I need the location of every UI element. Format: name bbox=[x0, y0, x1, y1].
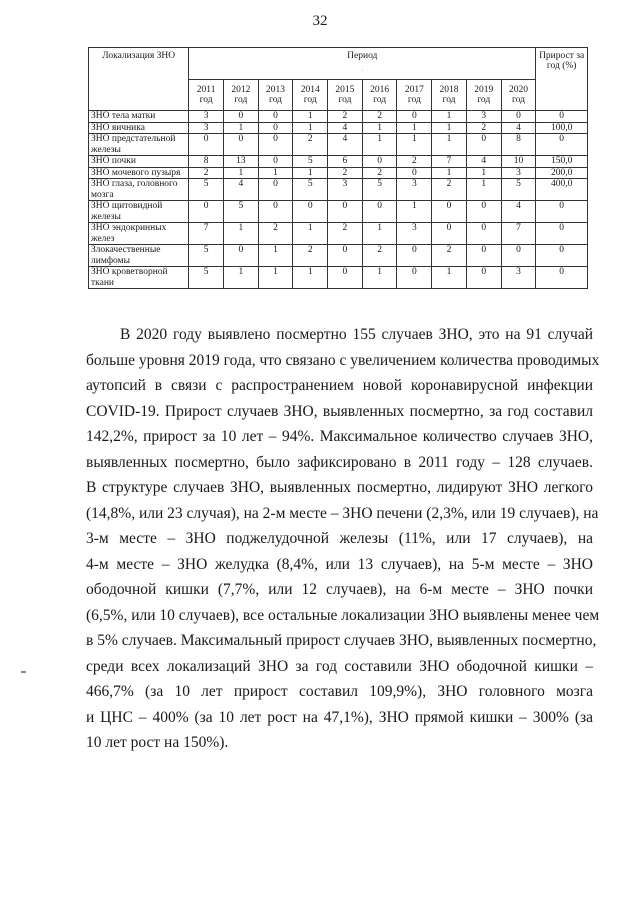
cell-value: 5 bbox=[501, 179, 536, 201]
header-period bbox=[189, 48, 536, 80]
cell-value: 5 bbox=[189, 267, 224, 289]
table-row bbox=[89, 223, 588, 245]
cell-value: 7 bbox=[501, 223, 536, 245]
year-number: 2020 bbox=[508, 84, 528, 95]
paragraph-line: и ЦНС – 400% (за 10 лет рост на 47,1%), ЗНО прямой кишки – 300% (за bbox=[86, 708, 593, 726]
cell-value: 2 bbox=[328, 111, 363, 123]
cell-value: 0 bbox=[501, 111, 536, 123]
header-tick-mark: · bbox=[361, 67, 364, 74]
cell-value: 0 bbox=[293, 201, 328, 223]
table-row bbox=[89, 167, 588, 179]
year-number: 2015 bbox=[335, 84, 355, 95]
cell-value: 1 bbox=[397, 201, 432, 223]
paragraph-line: В 2020 году выявлено посмертно 155 случаев ЗНО, это на 91 случай bbox=[120, 326, 593, 343]
cell-value: 1 bbox=[362, 267, 397, 289]
paragraph-line: ободочной кишки (7,7%, или 12 случаев), на 6-м месте – ЗНО почки bbox=[86, 581, 593, 598]
header-year-2018 bbox=[432, 80, 467, 111]
cell-value: 4 bbox=[501, 122, 536, 134]
paragraph-line: выявленных посмертно, было зафиксировано в 2011 году – 128 случаев. bbox=[86, 453, 593, 471]
cell-value: 1 bbox=[362, 134, 397, 156]
cell-value: 4 bbox=[328, 122, 363, 134]
cell-growth: 0 bbox=[536, 111, 588, 123]
cell-value: 1 bbox=[397, 122, 432, 134]
cell-value: 2 bbox=[293, 245, 328, 267]
zno-table bbox=[88, 47, 588, 289]
cell-growth: 100,0 bbox=[536, 122, 588, 134]
table-row bbox=[89, 111, 588, 123]
paragraph-line: 10 лет рост на 150%). bbox=[86, 734, 229, 751]
cell-growth: 0 bbox=[536, 267, 588, 289]
paragraph-line: В структуре случаев ЗНО, выявленных посмертно, лидируют ЗНО легкого bbox=[86, 479, 593, 496]
header-year-2019 bbox=[466, 80, 501, 111]
cell-value: 0 bbox=[397, 245, 432, 267]
cell-value: 0 bbox=[328, 201, 363, 223]
cell-value: 0 bbox=[466, 134, 501, 156]
row-localization: ЗНО мочевого пузыря bbox=[89, 167, 189, 179]
cell-value: 0 bbox=[258, 179, 293, 201]
cell-value: 4 bbox=[223, 179, 258, 201]
paragraph-line: больше уровня 2019 года, что связано с увеличением количества проводимых bbox=[86, 351, 600, 369]
cell-value: 5 bbox=[293, 179, 328, 201]
header-year-2011 bbox=[189, 80, 224, 111]
cell-value: 3 bbox=[189, 111, 224, 123]
cell-value: 0 bbox=[397, 167, 432, 179]
year-suffix: год bbox=[199, 95, 213, 105]
cell-value: 1 bbox=[362, 223, 397, 245]
row-localization: ЗНО предстательной железы bbox=[89, 134, 189, 156]
cell-growth: 400,0 bbox=[536, 179, 588, 201]
cell-value: 1 bbox=[223, 267, 258, 289]
cell-value: 0 bbox=[223, 134, 258, 156]
cell-growth: 150,0 bbox=[536, 156, 588, 168]
cell-value: 2 bbox=[466, 122, 501, 134]
cell-value: 1 bbox=[432, 267, 467, 289]
table-row bbox=[89, 201, 588, 223]
cell-value: 2 bbox=[432, 245, 467, 267]
cell-value: 2 bbox=[362, 111, 397, 123]
cell-value: 1 bbox=[258, 167, 293, 179]
cell-value: 0 bbox=[362, 156, 397, 168]
paragraph-line: COVID-19. Прирост случаев ЗНО, выявленных посмертно, за год составил bbox=[86, 402, 593, 420]
cell-value: 1 bbox=[258, 245, 293, 267]
year-suffix: год bbox=[234, 95, 248, 105]
cell-value: 0 bbox=[432, 223, 467, 245]
paragraph-line: среди всех локализаций ЗНО за год составили ЗНО ободочной кишки – bbox=[86, 657, 593, 675]
cell-value: 2 bbox=[362, 245, 397, 267]
cell-value: 0 bbox=[328, 267, 363, 289]
year-number: 2017 bbox=[404, 84, 424, 95]
header-year-2014 bbox=[293, 80, 328, 111]
paragraph-line: 4-м месте – ЗНО желудка (8,4%, или 13 случаев), на 5-м месте – ЗНО bbox=[86, 555, 593, 573]
table-body bbox=[89, 111, 588, 289]
paragraph-line: (14,8%, или 23 случая), на 2-м месте – ЗНО печени (2,3%, или 19 случаев), на bbox=[86, 504, 599, 522]
year-suffix: год bbox=[303, 95, 317, 105]
cell-value: 0 bbox=[397, 267, 432, 289]
table-row bbox=[89, 245, 588, 267]
paragraph-line: в 5% случаев. Максимальный прирост случаев ЗНО, выявленных посмертно, bbox=[86, 632, 597, 649]
year-suffix: год bbox=[511, 95, 525, 105]
cell-value: 2 bbox=[432, 179, 467, 201]
row-localization: ЗНО глаза, головного мозга bbox=[89, 179, 189, 201]
cell-value: 1 bbox=[466, 167, 501, 179]
table-row bbox=[89, 267, 588, 289]
cell-value: 1 bbox=[397, 134, 432, 156]
table-row bbox=[89, 122, 588, 134]
cell-value: 4 bbox=[466, 156, 501, 168]
cell-value: 0 bbox=[189, 134, 224, 156]
cell-value: 5 bbox=[223, 201, 258, 223]
year-number: 2012 bbox=[231, 84, 251, 95]
header-year-2015 bbox=[328, 80, 363, 111]
cell-value: 1 bbox=[362, 122, 397, 134]
cell-value: 4 bbox=[501, 201, 536, 223]
cell-value: 3 bbox=[328, 179, 363, 201]
cell-value: 0 bbox=[223, 245, 258, 267]
cell-value: 0 bbox=[432, 201, 467, 223]
row-localization: ЗНО почки bbox=[89, 156, 189, 168]
cell-value: 13 bbox=[223, 156, 258, 168]
body-paragraph bbox=[86, 322, 600, 756]
cell-value: 1 bbox=[293, 267, 328, 289]
cell-value: 4 bbox=[328, 134, 363, 156]
year-suffix: год bbox=[477, 95, 491, 105]
cell-value: 2 bbox=[258, 223, 293, 245]
row-localization: ЗНО щитовидной железы bbox=[89, 201, 189, 223]
cell-value: 5 bbox=[189, 245, 224, 267]
cell-value: 1 bbox=[293, 223, 328, 245]
year-number: 2011 bbox=[196, 84, 216, 95]
cell-value: 1 bbox=[258, 267, 293, 289]
header-year-2017 bbox=[397, 80, 432, 111]
cell-growth: 0 bbox=[536, 223, 588, 245]
table-row bbox=[89, 134, 588, 156]
cell-value: 1 bbox=[293, 167, 328, 179]
table-row bbox=[89, 156, 588, 168]
paragraph-line: аутопсий в связи с распространением новой коронавирусной инфекции bbox=[86, 377, 593, 394]
cell-value: 3 bbox=[501, 267, 536, 289]
year-number: 2019 bbox=[474, 84, 494, 95]
cell-value: 7 bbox=[432, 156, 467, 168]
paragraph-line: 142,2%, прирост за 10 лет – 94%. Максимальное количество случаев ЗНО, bbox=[86, 428, 593, 445]
header-year-2013 bbox=[258, 80, 293, 111]
cell-value: 3 bbox=[466, 111, 501, 123]
year-number: 2014 bbox=[300, 84, 320, 95]
cell-value: 1 bbox=[223, 223, 258, 245]
cell-value: 1 bbox=[293, 111, 328, 123]
cell-value: 1 bbox=[432, 122, 467, 134]
year-suffix: год bbox=[269, 95, 283, 105]
row-localization: ЗНО яичника bbox=[89, 122, 189, 134]
cell-value: 1 bbox=[223, 122, 258, 134]
cell-value: 0 bbox=[223, 111, 258, 123]
cell-value: 1 bbox=[466, 179, 501, 201]
paragraph-line: 466,7% (за 10 лет прирост составил 109,9%), ЗНО головного мозга bbox=[86, 683, 593, 700]
row-localization: ЗНО кроветворной ткани bbox=[89, 267, 189, 289]
paragraph-line: (6,5%, или 10 случаев), все остальные локализации ЗНО выявлены менее чем bbox=[86, 606, 600, 624]
cell-value: 1 bbox=[293, 122, 328, 134]
year-suffix: год bbox=[338, 95, 352, 105]
cell-value: 0 bbox=[501, 245, 536, 267]
cell-value: 2 bbox=[328, 223, 363, 245]
cell-value: 3 bbox=[397, 179, 432, 201]
cell-value: 2 bbox=[328, 167, 363, 179]
cell-value: 1 bbox=[432, 167, 467, 179]
cell-growth: 200,0 bbox=[536, 167, 588, 179]
year-suffix: год bbox=[442, 95, 456, 105]
cell-value: 0 bbox=[189, 201, 224, 223]
cell-value: 0 bbox=[466, 267, 501, 289]
margin-mark bbox=[21, 671, 26, 673]
cell-value: 5 bbox=[293, 156, 328, 168]
cell-value: 3 bbox=[397, 223, 432, 245]
year-number: 2018 bbox=[439, 84, 459, 95]
year-number: 2016 bbox=[370, 84, 390, 95]
cell-value: 0 bbox=[258, 201, 293, 223]
year-suffix: год bbox=[407, 95, 421, 105]
header-growth: Прирост за год (%) bbox=[536, 48, 588, 111]
header-year-2016 bbox=[362, 80, 397, 111]
cell-value: 0 bbox=[397, 111, 432, 123]
cell-growth: 0 bbox=[536, 201, 588, 223]
row-localization: ЗНО эндокринных желез bbox=[89, 223, 189, 245]
cell-growth: 0 bbox=[536, 245, 588, 267]
cell-value: 0 bbox=[258, 156, 293, 168]
cell-value: 0 bbox=[258, 134, 293, 156]
cell-value: 2 bbox=[293, 134, 328, 156]
cell-value: 0 bbox=[362, 201, 397, 223]
cell-value: 0 bbox=[466, 201, 501, 223]
cell-value: 1 bbox=[432, 134, 467, 156]
header-year-2012 bbox=[223, 80, 258, 111]
paragraph-line: 3-м месте – ЗНО поджелудочной железы (11%, или 17 случаев), на bbox=[86, 530, 593, 547]
cell-value: 0 bbox=[466, 245, 501, 267]
year-suffix: год bbox=[373, 95, 387, 105]
cell-value: 5 bbox=[189, 179, 224, 201]
cell-value: 0 bbox=[258, 122, 293, 134]
cell-value: 1 bbox=[223, 167, 258, 179]
table-row bbox=[89, 179, 588, 201]
cell-value: 0 bbox=[328, 245, 363, 267]
header-localization: Локализация ЗНО bbox=[89, 48, 189, 111]
year-number: 2013 bbox=[266, 84, 286, 95]
cell-value: 8 bbox=[189, 156, 224, 168]
page-number: 32 bbox=[312, 13, 328, 29]
cell-value: 2 bbox=[189, 167, 224, 179]
cell-value: 2 bbox=[362, 167, 397, 179]
row-localization: ЗНО тела матки bbox=[89, 111, 189, 123]
cell-value: 8 bbox=[501, 134, 536, 156]
cell-growth: 0 bbox=[536, 134, 588, 156]
header-period-label: Период bbox=[347, 51, 378, 61]
cell-value: 5 bbox=[362, 179, 397, 201]
cell-value: 0 bbox=[466, 223, 501, 245]
cell-value: 3 bbox=[189, 122, 224, 134]
row-localization: Злокачественные лимфомы bbox=[89, 245, 189, 267]
cell-value: 7 bbox=[189, 223, 224, 245]
cell-value: 10 bbox=[501, 156, 536, 168]
header-year-2020 bbox=[501, 80, 536, 111]
cell-value: 1 bbox=[432, 111, 467, 123]
cell-value: 2 bbox=[397, 156, 432, 168]
cell-value: 0 bbox=[258, 111, 293, 123]
table-header-row bbox=[89, 48, 588, 80]
cell-value: 3 bbox=[501, 167, 536, 179]
cell-value: 6 bbox=[328, 156, 363, 168]
